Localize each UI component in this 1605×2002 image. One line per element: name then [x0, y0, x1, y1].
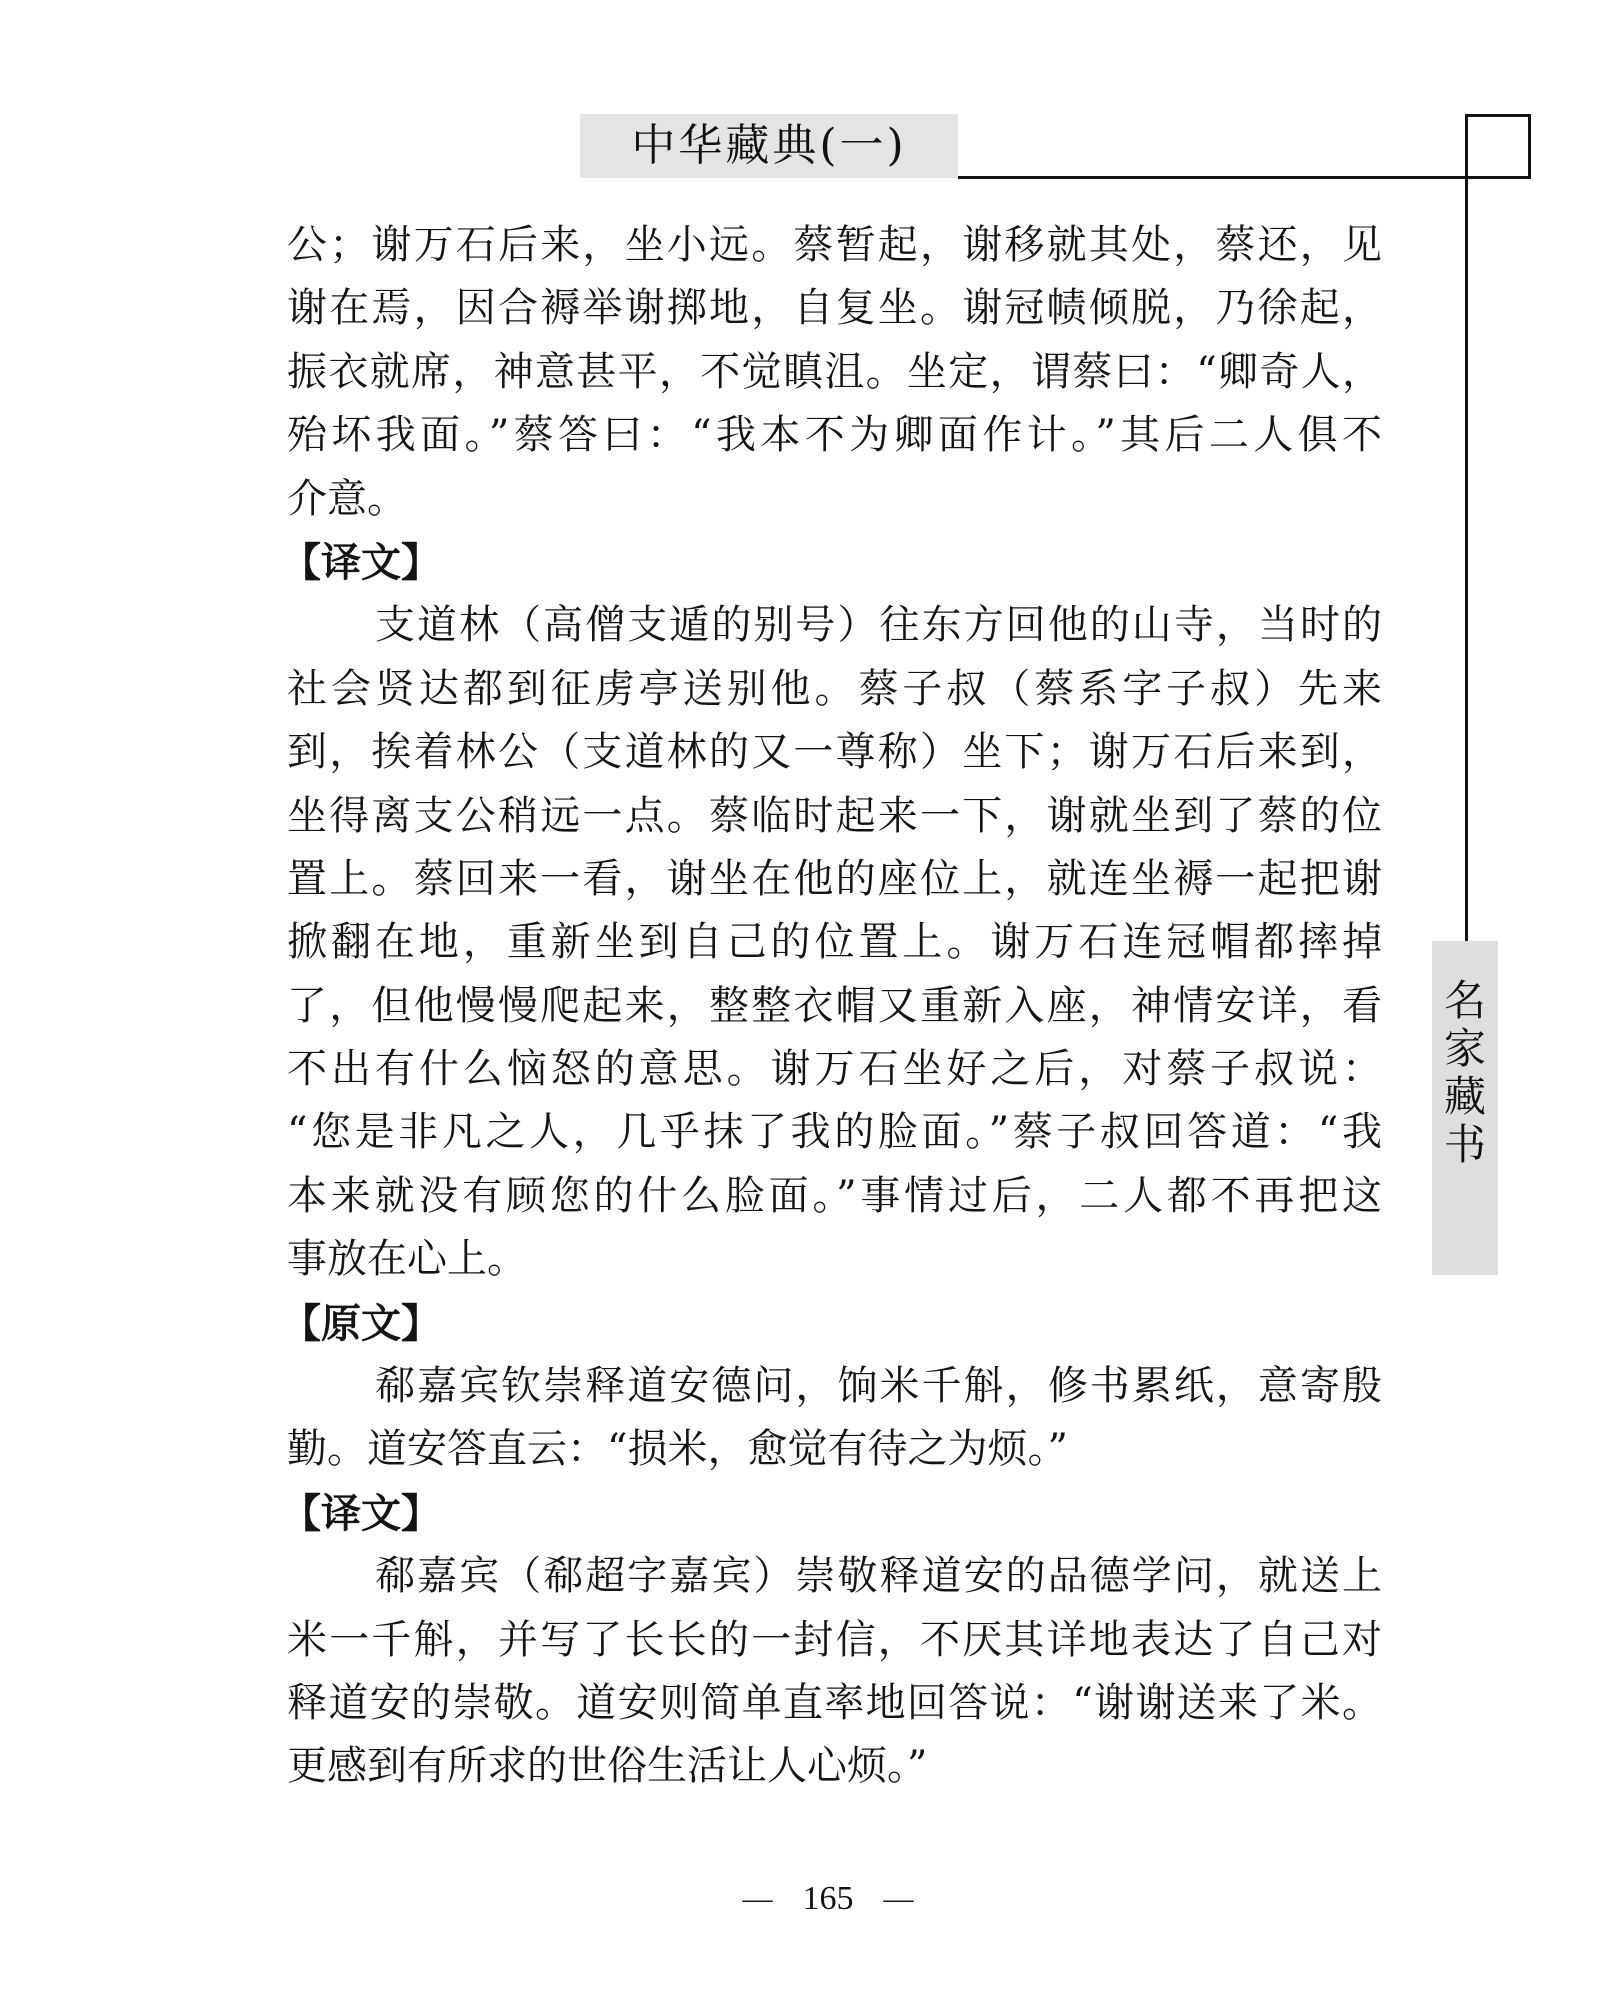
original-text-paragraph [287, 1355, 1382, 1482]
text-line: 到，挨着林公（支道林的又一尊称）坐下；谢万石后来到， [287, 729, 1382, 776]
section-heading-translation: 【译文】 [281, 538, 441, 586]
section-heading-translation: 【译文】 [281, 1489, 441, 1537]
text-line: 坐得离支公稍远一点。蔡临时起来一下，谢就坐到了蔡的位 [287, 792, 1382, 839]
text-line: 振衣就席，神意甚平，不觉瞋沮。坐定，谓蔡曰：“卿奇人， [287, 348, 1382, 395]
section-heading-original: 【原文】 [281, 1299, 441, 1347]
header-rule [958, 176, 1531, 179]
text-line: 不出有什么恼怒的意思。谢万石坐好之后，对蔡子叔说： [287, 1046, 1382, 1093]
margin-vertical-rule [1465, 178, 1468, 941]
text-line: 介意。 [287, 475, 407, 522]
text-line: 支道林（高僧支遁的别号）往东方回他的山寺，当时的 [375, 602, 1382, 649]
text-line: 更感到有所求的世俗生活让人心烦。” [287, 1743, 928, 1790]
footer-dash: — [883, 1882, 914, 1915]
footer-dash: — [742, 1882, 773, 1915]
running-header [580, 114, 958, 178]
text-line: “您是非凡之人，几乎抹了我的脸面。”蔡子叔回答道：“我 [287, 1109, 1382, 1156]
book-title: 中华藏典(一) [631, 120, 907, 171]
text-line: 殆坏我面。”蔡答曰：“我本不为卿面作计。”其后二人俱不 [287, 412, 1382, 459]
original-text-paragraph [287, 214, 1382, 531]
translation-paragraph [287, 594, 1382, 1291]
text-line: 郗嘉宾（郗超字嘉宾）崇敬释道安的品德学问，就送上 [375, 1553, 1382, 1600]
body-text [281, 214, 1382, 1799]
translation-paragraph [287, 1545, 1382, 1799]
corner-square-ornament [1465, 114, 1531, 179]
text-line: 米一千斛，并写了长长的一封信，不厌其详地表达了自己对 [287, 1616, 1382, 1663]
text-line: 公；谢万石后来，坐小远。蔡暂起，谢移就其处，蔡还，见 [287, 222, 1382, 268]
text-line: 谢在焉，因合褥举谢掷地，自复坐。谢冠帻倾脱，乃徐起， [287, 285, 1382, 332]
text-line: 了，但他慢慢爬起来，整整衣帽又重新入座，神情安详，看 [287, 982, 1382, 1029]
side-tab-label: 名家藏书 [1444, 976, 1487, 1169]
text-line: 掀翻在地，重新坐到自己的位置上。谢万石连冠帽都摔掉 [287, 919, 1382, 966]
text-line: 郗嘉宾钦崇释道安德问，饷米千斛，修书累纸，意寄殷 [375, 1363, 1382, 1410]
text-line: 释道安的崇敬。道安则简单直率地回答说：“谢谢送来了米。 [287, 1679, 1382, 1726]
page-footer [628, 1878, 1028, 1920]
text-line: 本来就没有顾您的什么脸面。”事情过后，二人都不再把这 [287, 1172, 1382, 1219]
page-number: 165 [802, 1880, 854, 1917]
text-line: 社会贤达都到征虏亭送别他。蔡子叔（蔡系字子叔）先来 [287, 665, 1382, 712]
text-line: 置上。蔡回来一看，谢坐在他的座位上，就连坐褥一起把谢 [287, 855, 1382, 902]
text-line: 勤。道安答直云：“损米，愈觉有待之为烦。” [287, 1426, 1068, 1473]
text-line: 事放在心上。 [287, 1236, 527, 1283]
side-thumb-tab [1432, 941, 1498, 1275]
